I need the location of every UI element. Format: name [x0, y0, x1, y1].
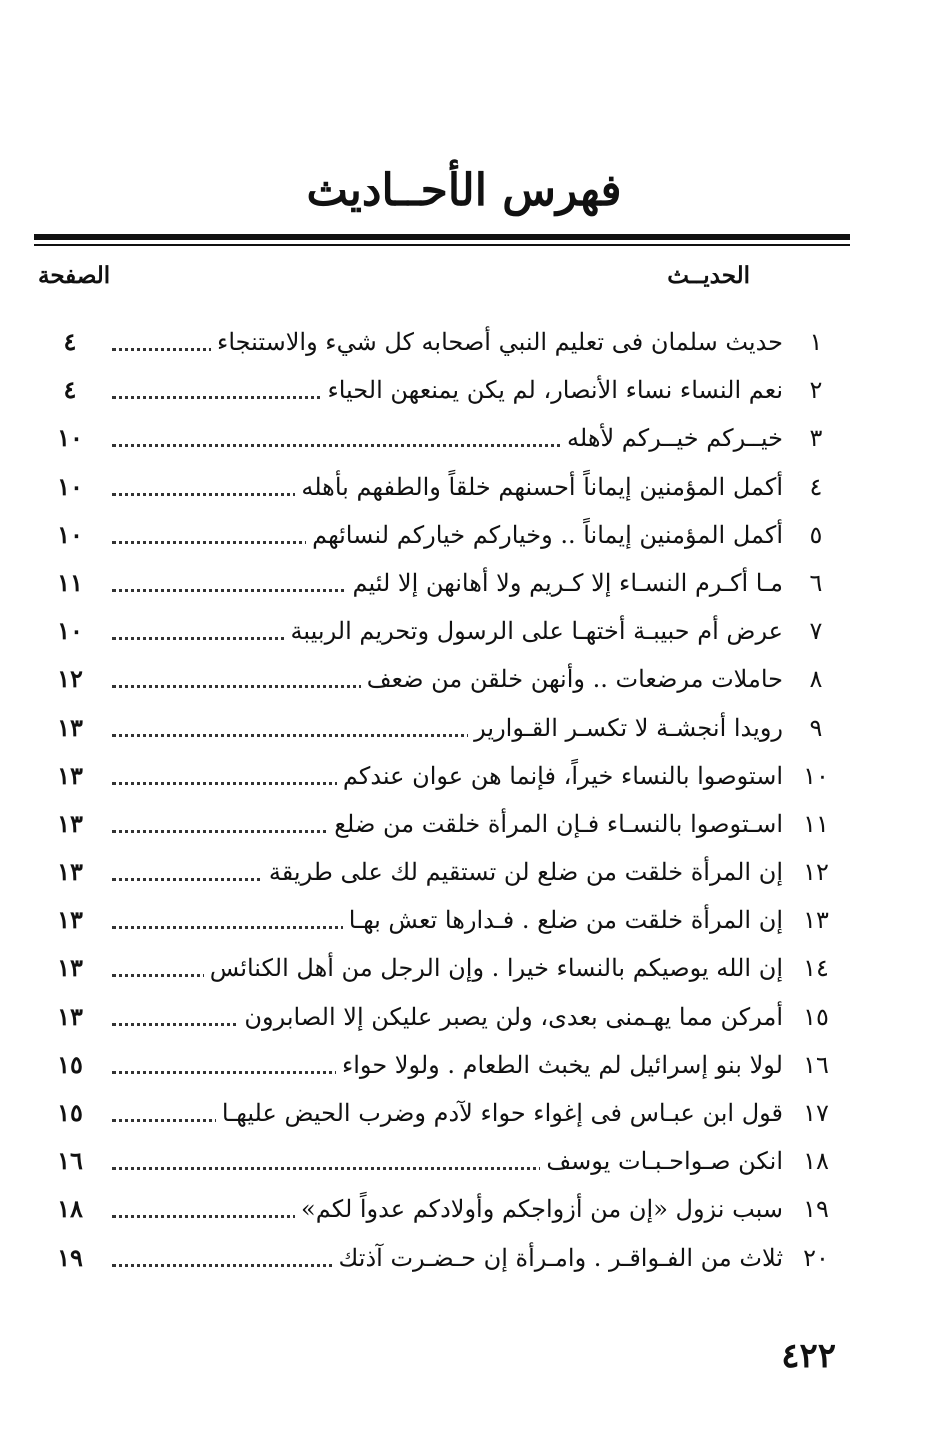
column-header-page: الصفحة: [38, 262, 111, 289]
item-number: ٥: [809, 520, 823, 549]
hadith-title: مـا أكـرم النسـاء إلا كـريم ولا أهانهن إلا لئيم: [347, 569, 783, 597]
list-item: [0, 896, 928, 944]
item-number: ٦: [809, 568, 823, 597]
page-reference: ١٣: [57, 905, 83, 935]
hadith-title: إن الله يوصيكم بالنساء خيرا . وإن الرجل من أهل الكنائس: [204, 954, 783, 982]
hadith-title: قول ابن عبـاس فى إغواء حواء لآدم وضرب الحيض عليهـا: [216, 1099, 783, 1127]
hadith-title: لولا بنو إسرائيل لم يخبث الطعام . ولولا حواء: [336, 1051, 783, 1079]
item-number: ٢: [809, 376, 823, 405]
hadith-index-list: [0, 318, 928, 1282]
list-item: [0, 511, 928, 559]
hadith-title: عرض أم حبيبـة أختهـا على الرسول وتحريم الربيبة: [285, 617, 783, 645]
hadith-title: انكن صـواحـبـات يوسف: [540, 1147, 783, 1175]
page-reference: ١١: [57, 567, 83, 597]
hadith-title-container: [112, 655, 783, 703]
hadith-title-container: [112, 800, 783, 848]
page-reference: ١٣: [57, 760, 83, 790]
item-number: ٤: [809, 472, 823, 501]
hadith-title-container: [112, 993, 783, 1041]
item-number: ٢٠: [803, 1243, 829, 1272]
hadith-title: إن المرأة خلقت من ضلع . فـدارها تعش بهـا: [343, 906, 783, 934]
item-number: ١٨: [803, 1147, 829, 1176]
hadith-title: أكمل المؤمنين إيماناً .. وخياركم خياركم لنسائهم: [306, 521, 783, 549]
item-number: ١٣: [803, 906, 829, 935]
page-reference: ١٣: [57, 1001, 83, 1031]
hadith-title-container: [112, 1137, 783, 1185]
list-item: [0, 318, 928, 366]
hadith-title: خيــركم خيــركم لأهله: [561, 424, 783, 452]
item-number: ٧: [809, 617, 823, 646]
list-item: [0, 704, 928, 752]
hadith-title: سبب نزول «إن من أزواجكم وأولادكم عدواً لكم»: [295, 1195, 783, 1223]
hadith-title-container: [112, 366, 783, 414]
hadith-title-container: [112, 704, 783, 752]
list-item: [0, 752, 928, 800]
list-item: [0, 366, 928, 414]
title-rule-thick: [34, 234, 850, 240]
list-item: [0, 1185, 928, 1233]
item-number: ٣: [809, 424, 823, 453]
page-reference: ١٥: [57, 1049, 83, 1079]
item-number: ١٤: [803, 954, 829, 983]
list-item: [0, 559, 928, 607]
page-reference: ١٠: [57, 423, 83, 453]
list-item: [0, 607, 928, 655]
hadith-title-container: [112, 1041, 783, 1089]
item-number: ١٦: [803, 1050, 829, 1079]
page-reference: ١٣: [57, 808, 83, 838]
hadith-title-container: [112, 1185, 783, 1233]
list-item: [0, 1041, 928, 1089]
hadith-title: إن المرأة خلقت من ضلع لن تستقيم لك على طريقة: [263, 858, 783, 886]
item-number: ١٥: [803, 1002, 829, 1031]
list-item: [0, 655, 928, 703]
hadith-title-container: [112, 463, 783, 511]
item-number: ١١: [803, 809, 829, 838]
hadith-title: أكمل المؤمنين إيماناً أحسنهم خلقاً والطفهم بأهله: [295, 473, 783, 501]
hadith-title-container: [112, 944, 783, 992]
list-item: [0, 993, 928, 1041]
page-reference: ٤: [63, 375, 77, 405]
item-number: ١٠: [803, 761, 829, 790]
list-item: [0, 848, 928, 896]
list-item: [0, 463, 928, 511]
item-number: ١٩: [803, 1195, 829, 1224]
list-item: [0, 1089, 928, 1137]
list-item: [0, 944, 928, 992]
item-number: ١: [809, 328, 823, 356]
hadith-title: ثلاث من الفـواقـر . وامـرأة إن حـضـرت آذتك: [333, 1244, 783, 1272]
page-title: فهرس الأحــاديث: [306, 165, 622, 216]
page-reference: ١٣: [57, 953, 83, 983]
hadith-title-container: [112, 318, 783, 366]
item-number: ١٧: [803, 1099, 829, 1127]
list-item: [0, 414, 928, 462]
title-rule-thin: [34, 244, 850, 246]
hadith-title-container: [112, 1234, 783, 1282]
page-reference: ٤: [63, 327, 77, 356]
page-number: ٤٢٢: [781, 1336, 836, 1376]
page-reference: ١٦: [57, 1146, 83, 1176]
hadith-title-container: [112, 896, 783, 944]
hadith-title-container: [112, 607, 783, 655]
item-number: ١٢: [803, 858, 829, 887]
page-reference: ١٢: [57, 664, 83, 694]
hadith-title: نعم النساء نساء الأنصار، لم يكن يمنعهن الحياء: [321, 376, 783, 404]
hadith-title: رويدا أنجشـة لا تكسـر القـوارير: [468, 714, 783, 742]
hadith-title-container: [112, 414, 783, 462]
hadith-title: اسـتوصوا بالنسـاء فـإن المرأة خلقت من ضلع: [328, 810, 783, 838]
page-reference: ١٨: [57, 1194, 83, 1224]
item-number: ٨: [809, 665, 823, 694]
hadith-title: استوصوا بالنساء خيراً، فإنما هن عوان عندكم: [337, 762, 783, 790]
column-header-hadith: الحديــث: [667, 262, 750, 289]
page-reference: ١٠: [57, 519, 83, 549]
page-reference: ١٩: [57, 1242, 83, 1272]
page-reference: ١٣: [57, 857, 83, 887]
hadith-title: حديث سلمان فى تعليم النبي أصحابه كل شيء والاستنجاء: [211, 328, 783, 356]
page-reference: ١٠: [57, 471, 83, 501]
page-reference: ١٥: [57, 1098, 83, 1127]
page-reference: ١٣: [57, 712, 83, 742]
list-item: [0, 1234, 928, 1282]
hadith-title-container: [112, 752, 783, 800]
hadith-title: حاملات مرضعات .. وأنهن خلقن من ضعف: [361, 665, 783, 693]
hadith-title: أمركن مما يهـمنى بعدى، ولن يصبر عليكن إلا الصابرون: [238, 1003, 783, 1031]
hadith-title-container: [112, 1089, 783, 1137]
hadith-title-container: [112, 511, 783, 559]
page-reference: ١٠: [57, 616, 83, 646]
hadith-title-container: [112, 848, 783, 896]
list-item: [0, 800, 928, 848]
item-number: ٩: [809, 713, 823, 742]
hadith-title-container: [112, 559, 783, 607]
list-item: [0, 1137, 928, 1185]
